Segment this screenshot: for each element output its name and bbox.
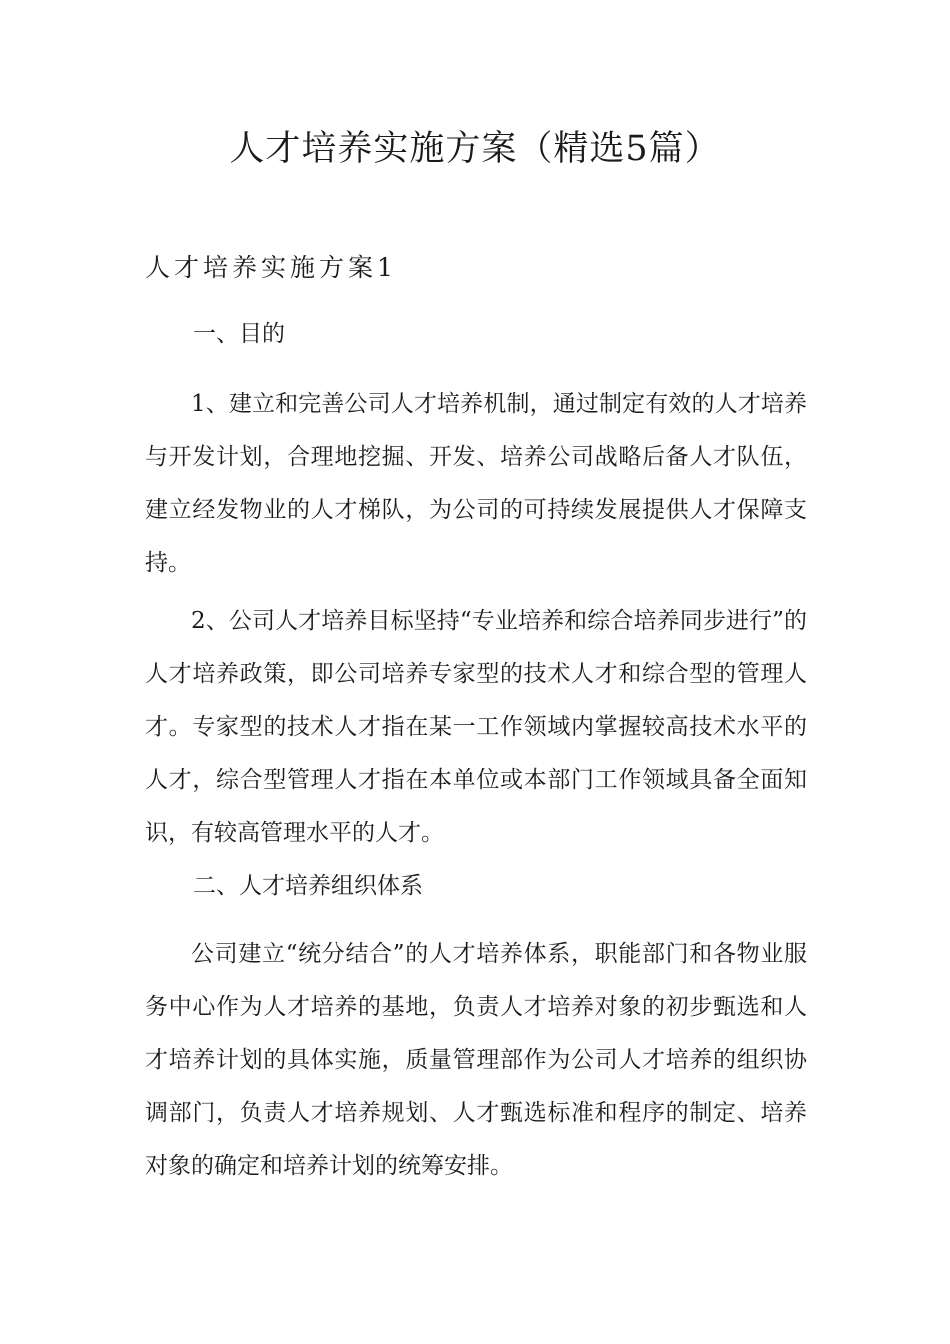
paragraph-2: 2、公司人才培养目标坚持“专业培养和综合培养同步进行”的人才培养政策，即公司培养专家型的技术人才和综合型的管理人才。专家型的技术人才指在某一工作领域内掌握较高技术水平的人才，综合型管理人才指在本单位或本部门工作领域具备全面知识，有较高管理水平的人才。 xyxy=(145,608,807,846)
paragraph-3: 公司建立“统分结合”的人才培养体系，职能部门和各物业服务中心作为人才培养的基地，负责人才培养对象的初步甄选和人才培养计划的具体实施，质量管理部作为公司人才培养的组织协调部门，负责人才培养规划、人才甄选标准和程序的制定、培养对象的确定和培养计划的统筹安排。 xyxy=(145,941,807,1179)
heading-purpose: 一、目的 xyxy=(193,321,285,347)
document-title: 人才培养实施方案（精选5篇） xyxy=(229,129,721,169)
heading-organization: 二、人才培养组织体系 xyxy=(193,873,423,899)
paragraph-1: 1、建立和完善公司人才培养机制，通过制定有效的人才培养与开发计划，合理地挖掘、开发、培养公司战略后备人才队伍，建立经发物业的人才梯队，为公司的可持续发展提供人才保障支持。 xyxy=(145,391,807,576)
section-title: 人才培养实施方案1 xyxy=(145,253,397,282)
